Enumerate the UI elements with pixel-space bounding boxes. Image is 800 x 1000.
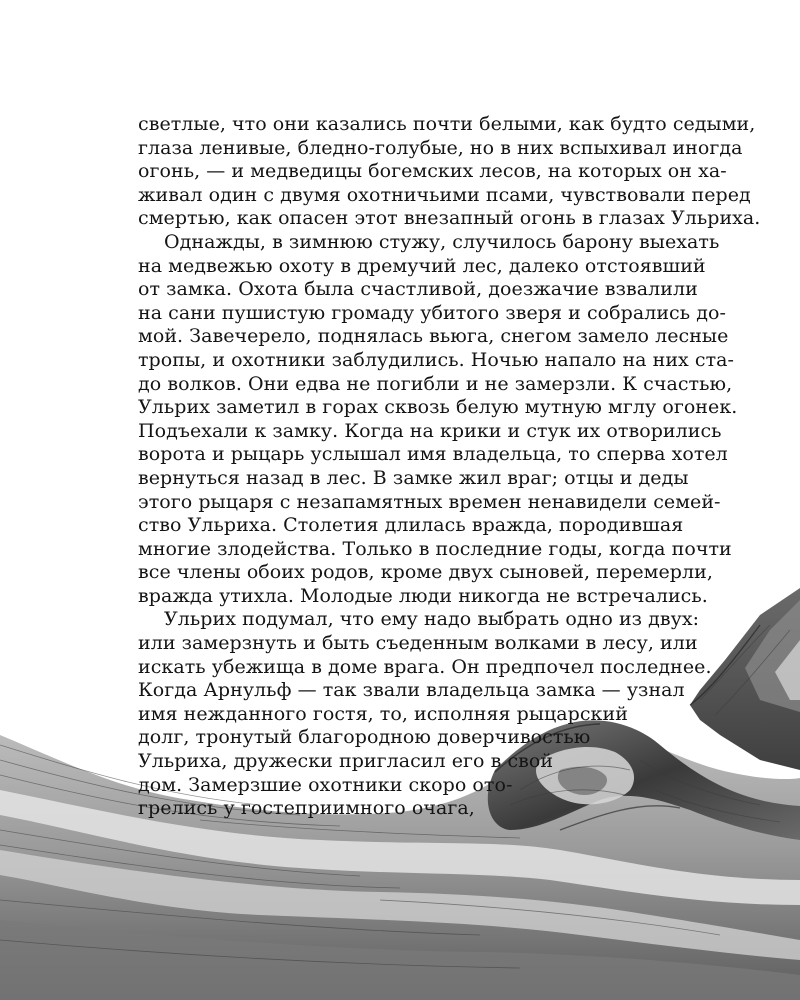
- text-line: вернуться назад в лес. В замке жил враг; отцы и деды: [138, 467, 689, 489]
- text-line: грелись у гостеприимного очага,: [138, 797, 475, 819]
- text-line: Ульриха, дружески пригласил его в свой: [138, 750, 554, 772]
- text-line: Когда Арнульф — так звали владельца замка — узнал: [138, 679, 685, 701]
- text-line: этого рыцаря с незапамятных времен ненавидели семей-: [138, 491, 721, 513]
- text-line: глаза ленивые, бледно-голубые, но в них вспыхивал иногда: [138, 137, 743, 159]
- text-line: дом. Замерзшие охотники скоро ото-: [138, 774, 513, 796]
- text-line: тропы, и охотники заблудились. Ночью напало на них ста-: [138, 349, 735, 371]
- paragraph-first-line: Ульрих подумал, что ему надо выбрать одно из двух:: [164, 608, 700, 630]
- text-line: вражда утихла. Молодые люди никогда не встречались.: [138, 585, 708, 607]
- text-line: долг, тронутый благородною доверчивостью: [138, 726, 591, 748]
- text-line: искать убежища в доме врага. Он предпочел последнее.: [138, 656, 712, 678]
- text-line: все члены обоих родов, кроме двух сыновей, перемерли,: [138, 561, 713, 583]
- text-line: живал один с двумя охотничьими псами, чувствовали перед: [138, 184, 751, 206]
- text-line: многие злодейства. Только в последние годы, когда почти: [138, 538, 732, 560]
- text-line: от замка. Охота была счастливой, доезжачие взвалили: [138, 278, 698, 300]
- text-line: ство Ульриха. Столетия длилась вражда, породившая: [138, 514, 684, 536]
- text-line: на медвежью охоту в дремучий лес, далеко отстоявший: [138, 255, 706, 277]
- text-line: ворота и рыцарь услышал имя владельца, то сперва хотел: [138, 443, 728, 465]
- paragraph-first-line: Однажды, в зимнюю стужу, случилось барону выехать: [164, 231, 720, 253]
- text-line: Подъехали к замку. Когда на крики и стук их отворились: [138, 420, 722, 442]
- text-line: смертью, как опасен этот внезапный огонь в глазах Ульриха.: [138, 207, 761, 229]
- text-line: до волков. Они едва не погибли и не замерзли. К счастью,: [138, 373, 733, 395]
- text-line: мой. Завечерело, поднялась вьюга, снегом замело лесные: [138, 325, 729, 347]
- text-line: огонь, — и медведицы богемских лесов, на которых он ха-: [138, 160, 727, 182]
- text-line: имя нежданного гостя, то, исполняя рыцарский: [138, 703, 628, 725]
- text-line: Ульрих заметил в горах сквозь белую мутную мглу огонек.: [138, 396, 738, 418]
- text-line: светлые, что они казались почти белыми, как будто седыми,: [138, 113, 756, 135]
- text-line: или замерзнуть и быть съеденным волками в лесу, или: [138, 632, 698, 654]
- text-line: на сани пушистую громаду убитого зверя и собрались до-: [138, 302, 726, 324]
